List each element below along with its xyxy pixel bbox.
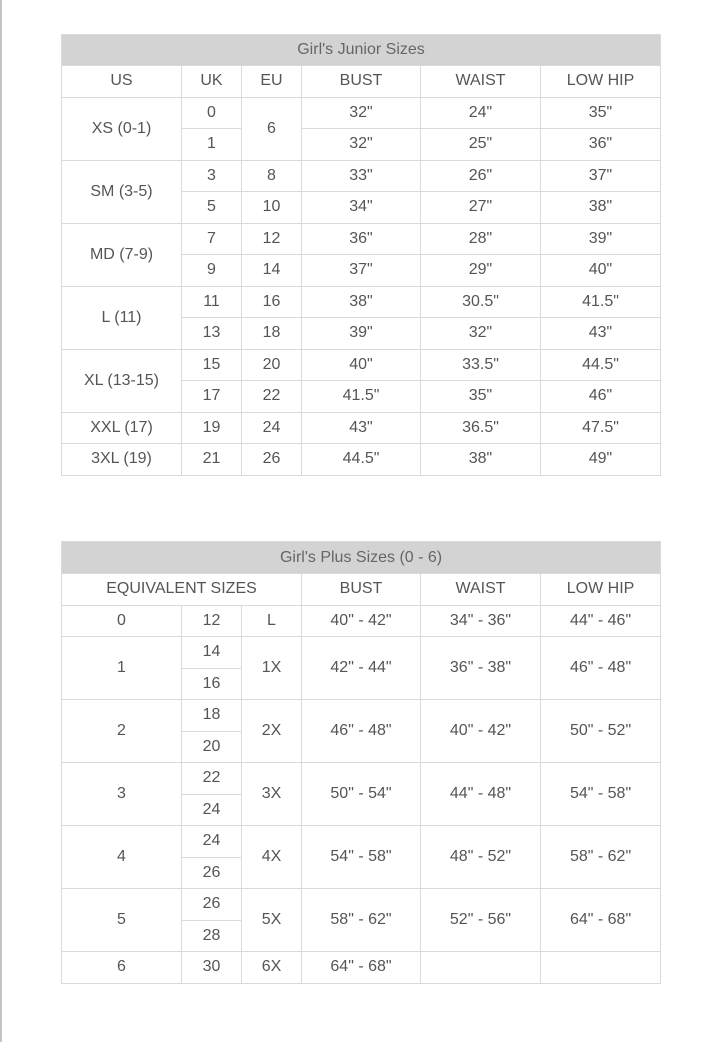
bust-cell: 37": [302, 255, 421, 287]
uk-size-cell: 0: [182, 97, 242, 129]
junior-header-eu: EU: [242, 66, 302, 98]
letter-size-cell: 2X: [242, 700, 302, 763]
table-row: [62, 889, 661, 921]
waist-cell: 40" - 42": [421, 700, 541, 763]
low-hip-cell: 35": [541, 97, 661, 129]
bust-cell: 33": [302, 160, 421, 192]
plus-size-cell: 3: [62, 763, 182, 826]
bust-cell: 32": [302, 129, 421, 161]
bust-cell: 36": [302, 223, 421, 255]
alt-size-cell: 26: [182, 889, 242, 921]
waist-cell: 44" - 48": [421, 763, 541, 826]
low-hip-cell: 46" - 48": [541, 637, 661, 700]
eu-size-cell: 14: [242, 255, 302, 287]
waist-cell: 36.5": [421, 412, 541, 444]
waist-cell: 34" - 36": [421, 605, 541, 637]
junior-header-bust: BUST: [302, 66, 421, 98]
us-size-cell: SM (3-5): [62, 160, 182, 223]
plus-size-cell: 5: [62, 889, 182, 952]
low-hip-cell: 39": [541, 223, 661, 255]
table-row: [62, 952, 661, 984]
bust-cell: 34": [302, 192, 421, 224]
waist-cell: 29": [421, 255, 541, 287]
waist-cell: 30.5": [421, 286, 541, 318]
low-hip-cell: 37": [541, 160, 661, 192]
waist-cell: 32": [421, 318, 541, 350]
bust-cell: 46" - 48": [302, 700, 421, 763]
low-hip-cell: 41.5": [541, 286, 661, 318]
letter-size-cell: 3X: [242, 763, 302, 826]
table-row: [62, 223, 661, 255]
us-size-cell: XS (0-1): [62, 97, 182, 160]
low-hip-cell: 46": [541, 381, 661, 413]
eu-size-cell: 16: [242, 286, 302, 318]
eu-size-cell: 20: [242, 349, 302, 381]
uk-size-cell: 19: [182, 412, 242, 444]
low-hip-cell: 49": [541, 444, 661, 476]
alt-size-cell: 18: [182, 700, 242, 732]
window-edge: [0, 0, 2, 1042]
bust-cell: 41.5": [302, 381, 421, 413]
alt-size-cell: 22: [182, 763, 242, 795]
low-hip-cell: 47.5": [541, 412, 661, 444]
alt-size-cell: 30: [182, 952, 242, 984]
waist-cell: 26": [421, 160, 541, 192]
uk-size-cell: 3: [182, 160, 242, 192]
uk-size-cell: 1: [182, 129, 242, 161]
uk-size-cell: 11: [182, 286, 242, 318]
alt-size-cell: 28: [182, 920, 242, 952]
alt-size-cell: 24: [182, 826, 242, 858]
alt-size-cell: 26: [182, 857, 242, 889]
waist-cell: 36" - 38": [421, 637, 541, 700]
plus-size-cell: 2: [62, 700, 182, 763]
letter-size-cell: 6X: [242, 952, 302, 984]
uk-size-cell: 13: [182, 318, 242, 350]
us-size-cell: XL (13-15): [62, 349, 182, 412]
waist-cell: 52" - 56": [421, 889, 541, 952]
waist-cell: 33.5": [421, 349, 541, 381]
table-row: [62, 637, 661, 669]
eu-size-cell: 18: [242, 318, 302, 350]
eu-size-cell: 12: [242, 223, 302, 255]
uk-size-cell: 7: [182, 223, 242, 255]
eu-size-cell: 8: [242, 160, 302, 192]
bust-cell: 40": [302, 349, 421, 381]
table-row: [62, 286, 661, 318]
low-hip-cell: 36": [541, 129, 661, 161]
table-row: [62, 826, 661, 858]
alt-size-cell: 12: [182, 605, 242, 637]
uk-size-cell: 9: [182, 255, 242, 287]
plus-size-table: [61, 541, 661, 984]
table-row: [62, 412, 661, 444]
table-row: [62, 444, 661, 476]
junior-table-title: Girl's Junior Sizes: [62, 35, 661, 66]
eu-size-cell: 26: [242, 444, 302, 476]
table-row: [62, 605, 661, 637]
bust-cell: 39": [302, 318, 421, 350]
us-size-cell: MD (7-9): [62, 223, 182, 286]
plus-size-cell: 6: [62, 952, 182, 984]
letter-size-cell: L: [242, 605, 302, 637]
alt-size-cell: 14: [182, 637, 242, 669]
letter-size-cell: 1X: [242, 637, 302, 700]
low-hip-cell: 64" - 68": [541, 889, 661, 952]
bust-cell: 43": [302, 412, 421, 444]
waist-cell: 48" - 52": [421, 826, 541, 889]
alt-size-cell: 20: [182, 731, 242, 763]
bust-cell: 64" - 68": [302, 952, 421, 984]
uk-size-cell: 17: [182, 381, 242, 413]
junior-header-waist: WAIST: [421, 66, 541, 98]
alt-size-cell: 24: [182, 794, 242, 826]
low-hip-cell: 44" - 46": [541, 605, 661, 637]
us-size-cell: 3XL (19): [62, 444, 182, 476]
low-hip-cell: 43": [541, 318, 661, 350]
bust-cell: 54" - 58": [302, 826, 421, 889]
low-hip-cell: 50" - 52": [541, 700, 661, 763]
eu-size-cell: 22: [242, 381, 302, 413]
low-hip-cell: 40": [541, 255, 661, 287]
plus-header-low-hip: LOW HIP: [541, 574, 661, 606]
bust-cell: 50" - 54": [302, 763, 421, 826]
low-hip-cell: 54" - 58": [541, 763, 661, 826]
junior-size-table: [61, 34, 661, 476]
table-row: [62, 97, 661, 129]
waist-cell: 35": [421, 381, 541, 413]
table-row: [62, 349, 661, 381]
plus-size-cell: 1: [62, 637, 182, 700]
waist-cell: [421, 952, 541, 984]
eu-size-cell: 24: [242, 412, 302, 444]
junior-header-uk: UK: [182, 66, 242, 98]
plus-header-bust: BUST: [302, 574, 421, 606]
plus-header-equivalent-sizes: EQUIVALENT SIZES: [62, 574, 302, 606]
junior-header-low-hip: LOW HIP: [541, 66, 661, 98]
low-hip-cell: 38": [541, 192, 661, 224]
uk-size-cell: 21: [182, 444, 242, 476]
waist-cell: 25": [421, 129, 541, 161]
us-size-cell: L (11): [62, 286, 182, 349]
alt-size-cell: 16: [182, 668, 242, 700]
uk-size-cell: 5: [182, 192, 242, 224]
waist-cell: 38": [421, 444, 541, 476]
uk-size-cell: 15: [182, 349, 242, 381]
bust-cell: 38": [302, 286, 421, 318]
bust-cell: 32": [302, 97, 421, 129]
low-hip-cell: 44.5": [541, 349, 661, 381]
table-row: [62, 763, 661, 795]
table-row: [62, 700, 661, 732]
plus-table-title: Girl's Plus Sizes (0 - 6): [62, 542, 661, 574]
plus-size-cell: 0: [62, 605, 182, 637]
bust-cell: 44.5": [302, 444, 421, 476]
plus-header-waist: WAIST: [421, 574, 541, 606]
bust-cell: 40" - 42": [302, 605, 421, 637]
bust-cell: 58" - 62": [302, 889, 421, 952]
table-row: [62, 160, 661, 192]
us-size-cell: XXL (17): [62, 412, 182, 444]
waist-cell: 24": [421, 97, 541, 129]
low-hip-cell: 58" - 62": [541, 826, 661, 889]
junior-header-us: US: [62, 66, 182, 98]
letter-size-cell: 4X: [242, 826, 302, 889]
eu-size-cell: 6: [242, 97, 302, 160]
plus-size-cell: 4: [62, 826, 182, 889]
bust-cell: 42" - 44": [302, 637, 421, 700]
waist-cell: 27": [421, 192, 541, 224]
eu-size-cell: 10: [242, 192, 302, 224]
low-hip-cell: [541, 952, 661, 984]
waist-cell: 28": [421, 223, 541, 255]
letter-size-cell: 5X: [242, 889, 302, 952]
